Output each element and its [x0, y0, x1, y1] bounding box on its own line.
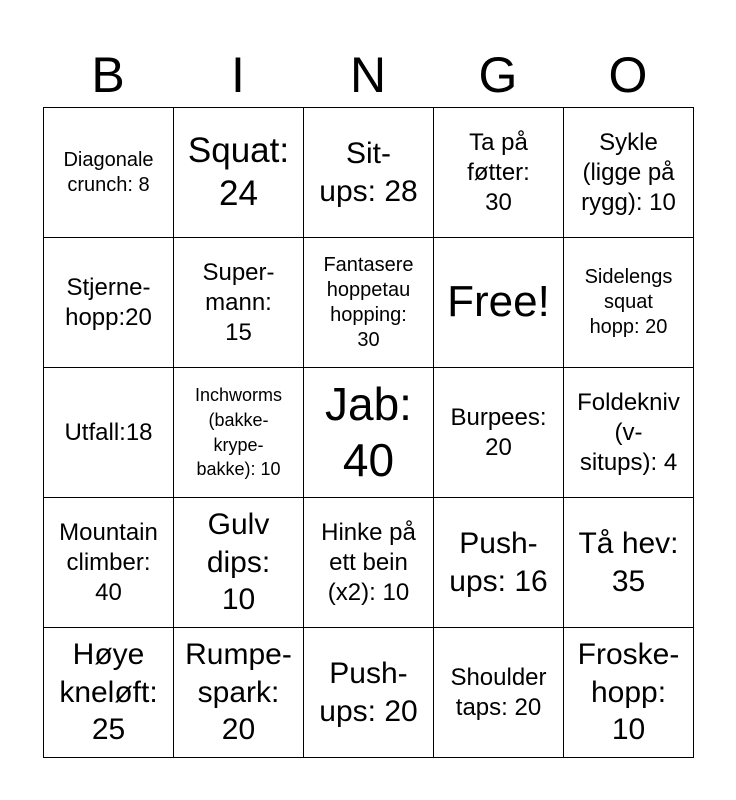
cell-label: Burpees: 20	[450, 403, 547, 461]
cell-label: Rumpe- spark: 20	[185, 638, 292, 747]
cell-label: Gulv dips: 10	[206, 508, 271, 617]
board-row	[44, 108, 694, 238]
free-cell[interactable]	[434, 238, 564, 368]
cell-label: Fantasere hoppetau hopping: 30	[323, 253, 414, 351]
cell-label: Hinke på ett bein (x2): 10	[321, 518, 416, 606]
cell-label: Jab: 40	[325, 378, 412, 486]
bingo-cell[interactable]	[564, 108, 694, 238]
bingo-cell[interactable]	[174, 628, 304, 758]
bingo-cell[interactable]	[434, 498, 564, 628]
bingo-cell[interactable]	[564, 498, 694, 628]
bingo-cell[interactable]	[174, 368, 304, 498]
cell-label: Sidelengs squat hopp: 20	[584, 266, 673, 338]
bingo-cell[interactable]	[44, 238, 174, 368]
bingo-cell[interactable]	[174, 238, 304, 368]
bingo-cell[interactable]	[564, 628, 694, 758]
cell-label: Squat: 24	[187, 130, 290, 213]
bingo-cell[interactable]	[434, 108, 564, 238]
bingo-cell[interactable]	[44, 368, 174, 498]
cell-label: Høye kneløft: 25	[59, 638, 158, 747]
board-row	[44, 368, 694, 498]
header-letter-n: N	[349, 47, 387, 103]
cell-label: Mountain climber: 40	[59, 518, 158, 606]
bingo-cell[interactable]	[434, 368, 564, 498]
bingo-cell[interactable]	[44, 628, 174, 758]
bingo-cell[interactable]	[564, 368, 694, 498]
cell-label: Foldekniv (v- situps): 4	[577, 388, 680, 476]
bingo-board	[43, 107, 694, 758]
bingo-cell[interactable]	[564, 238, 694, 368]
cell-label: Sit- ups: 28	[319, 137, 418, 208]
cell-label: Stjerne- hopp:20	[65, 273, 152, 331]
cell-label: Push- ups: 16	[449, 527, 548, 598]
board-row	[44, 238, 694, 368]
cell-label: Sykle (ligge på rygg): 10	[581, 128, 676, 216]
cell-label: Ta på føtter: 30	[467, 128, 530, 216]
bingo-cell[interactable]	[304, 498, 434, 628]
header-letter-g: G	[478, 47, 518, 103]
bingo-cell[interactable]	[174, 498, 304, 628]
cell-label: Utfall:18	[64, 418, 153, 446]
cell-label: Super- mann: 15	[202, 258, 275, 346]
cell-label: Froske- hopp: 10	[577, 638, 680, 747]
cell-label: Diagonale crunch: 8	[63, 148, 154, 196]
bingo-header	[43, 44, 693, 106]
bingo-cell[interactable]	[44, 498, 174, 628]
free-label: Free!	[447, 277, 550, 327]
bingo-cell[interactable]	[304, 238, 434, 368]
bingo-cell[interactable]	[304, 628, 434, 758]
cell-label: Push- ups: 20	[319, 657, 418, 728]
bingo-cell[interactable]	[174, 108, 304, 238]
header-letter-b: B	[91, 47, 125, 103]
bingo-cell[interactable]	[434, 628, 564, 758]
bingo-cell[interactable]	[304, 368, 434, 498]
board-row	[44, 498, 694, 628]
header-letter-i: I	[231, 47, 245, 103]
board-row	[44, 628, 694, 758]
cell-label: Shoulder taps: 20	[450, 663, 547, 721]
header-letter-o: O	[608, 47, 648, 103]
bingo-cell[interactable]	[304, 108, 434, 238]
cell-label: Tå hev: 35	[578, 527, 679, 598]
cell-label: Inchworms (bakke- krype- bakke): 10	[194, 384, 283, 480]
bingo-cell[interactable]	[44, 108, 174, 238]
